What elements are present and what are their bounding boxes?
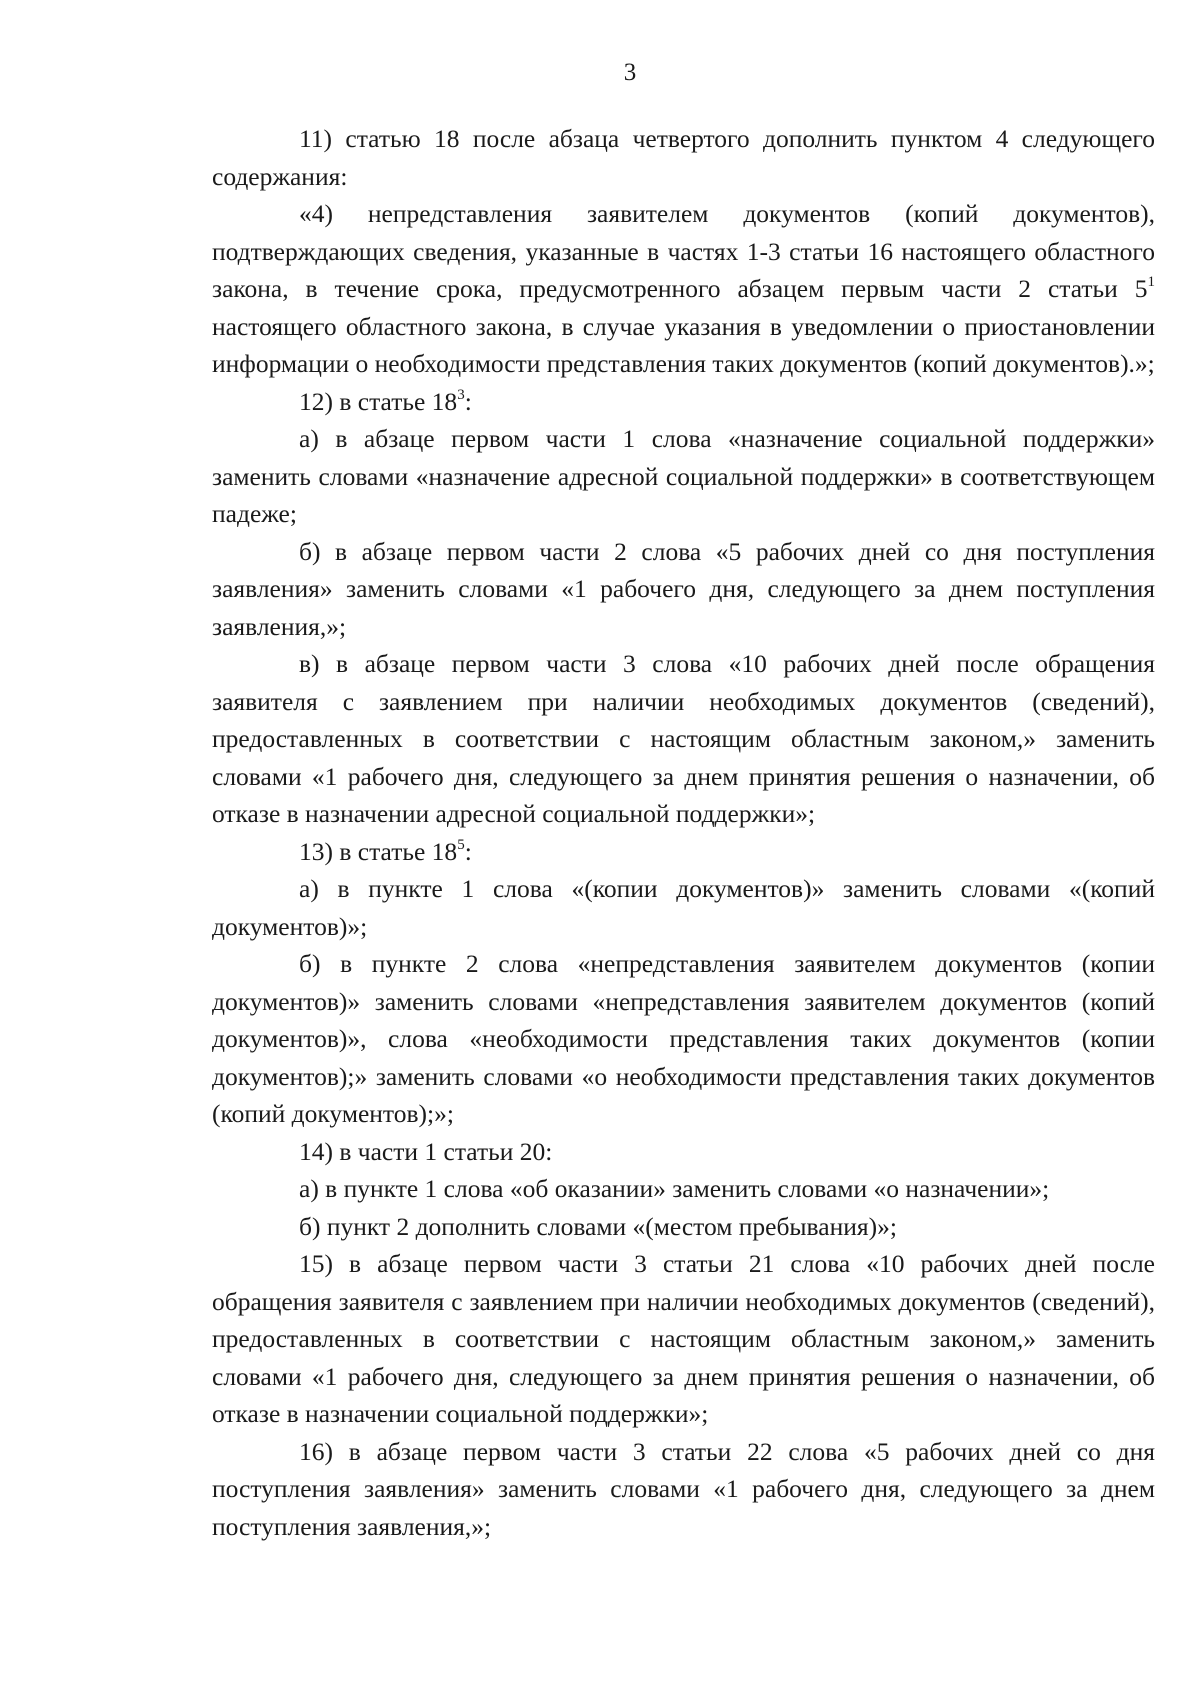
- paragraph-text: б) в пункте 2 слова «непредставления заявителем документов (копии документов)» заменить словами «непредставления заявителем документов (копий документов)», слова «необходимости представления таких документов (копии документов);» заменить словами «о необходимости представления таких документов (копий документов);»;: [212, 949, 1155, 1128]
- paragraph-text: 12) в статье 18: [299, 386, 458, 416]
- paragraph-item-12: [212, 383, 1155, 421]
- paragraph-text: 14) в части 1 статьи 20:: [299, 1136, 553, 1166]
- paragraph-new-point-4: [212, 195, 1155, 383]
- paragraph-item-16: [212, 1433, 1155, 1546]
- paragraph-text: б) в абзаце первом части 2 слова «5 рабочих дней со дня поступления заявления» заменить словами «1 рабочего дня, следующего за днем поступления заявления,»;: [212, 536, 1155, 641]
- paragraph-text: а) в пункте 1 слова «(копии документов)» заменить словами «(копий документов)»;: [212, 874, 1155, 941]
- paragraph-item-12v: [212, 645, 1155, 833]
- paragraph-item-15: [212, 1245, 1155, 1433]
- paragraph-text: 11) статью 18 после абзаца четвертого дополнить пунктом 4 следующего содержания:: [212, 124, 1155, 191]
- paragraph-text: а) в абзаце первом части 1 слова «назначение социальной поддержки» заменить словами «назначение адресной социальной поддержки» в соответствующем падеже;: [212, 424, 1155, 528]
- paragraph-text: :: [464, 836, 472, 866]
- paragraph-item-12a: [212, 420, 1155, 533]
- superscript: 1: [1147, 274, 1155, 290]
- superscript: 3: [457, 386, 465, 403]
- document-body: [212, 120, 1155, 1545]
- paragraph-item-13a: [212, 870, 1155, 945]
- paragraph-text: «4) непредставления заявителем документов (копий документов), подтверждающих сведения, указанные в частях 1-3 статьи 16 настоящего областного закона, в течение срока, предусмотренного абзацем первым части 2 статьи 5: [212, 199, 1155, 303]
- page-number: 3: [623, 59, 637, 86]
- paragraph-text: :: [464, 386, 472, 416]
- paragraph-item-13b: [212, 945, 1155, 1133]
- paragraph-item-13: [212, 833, 1155, 871]
- superscript: 5: [457, 836, 465, 853]
- paragraph-text: б) пункт 2 дополнить словами «(местом пребывания)»;: [299, 1211, 897, 1241]
- paragraph-text: 13) в статье 18: [299, 836, 458, 866]
- paragraph-text: а) в пункте 1 слова «об оказании» заменить словами «о назначении»;: [299, 1174, 1050, 1203]
- paragraph-item-14a: [212, 1170, 1155, 1208]
- paragraph-item-11: [212, 120, 1155, 195]
- paragraph-item-14b: [212, 1208, 1155, 1246]
- paragraph-item-12b: [212, 533, 1155, 646]
- paragraph-text: 15) в абзаце первом части 3 статьи 21 слова «10 рабочих дней после обращения заявителя с заявлением при наличии необходимых документов (сведений), предоставленных в соответствии с настоящим областным законом,» заменить словами «1 рабочего дня, следующего за днем принятия решения о назначении, об отказе в назначении социальной поддержки»;: [212, 1249, 1155, 1428]
- paragraph-text: 16) в абзаце первом части 3 статьи 22 слова «5 рабочих дней со дня поступления заявления» заменить словами «1 рабочего дня, следующего за днем поступления заявления,»;: [212, 1436, 1155, 1541]
- paragraph-item-14: [212, 1133, 1155, 1171]
- paragraph-text: настоящего областного закона, в случае указания в уведомлении о приостановлении информации о необходимости представления таких документов (копий документов).»;: [212, 311, 1155, 378]
- paragraph-text: в) в абзаце первом части 3 слова «10 рабочих дней после обращения заявителя с заявлением при наличии необходимых документов (сведений), предоставленных в соответствии с настоящим областным законом,» заменить словами «1 рабочего дня, следующего за днем принятия решения о назначении, об отказе в назначении адресной социальной поддержки»;: [212, 649, 1155, 828]
